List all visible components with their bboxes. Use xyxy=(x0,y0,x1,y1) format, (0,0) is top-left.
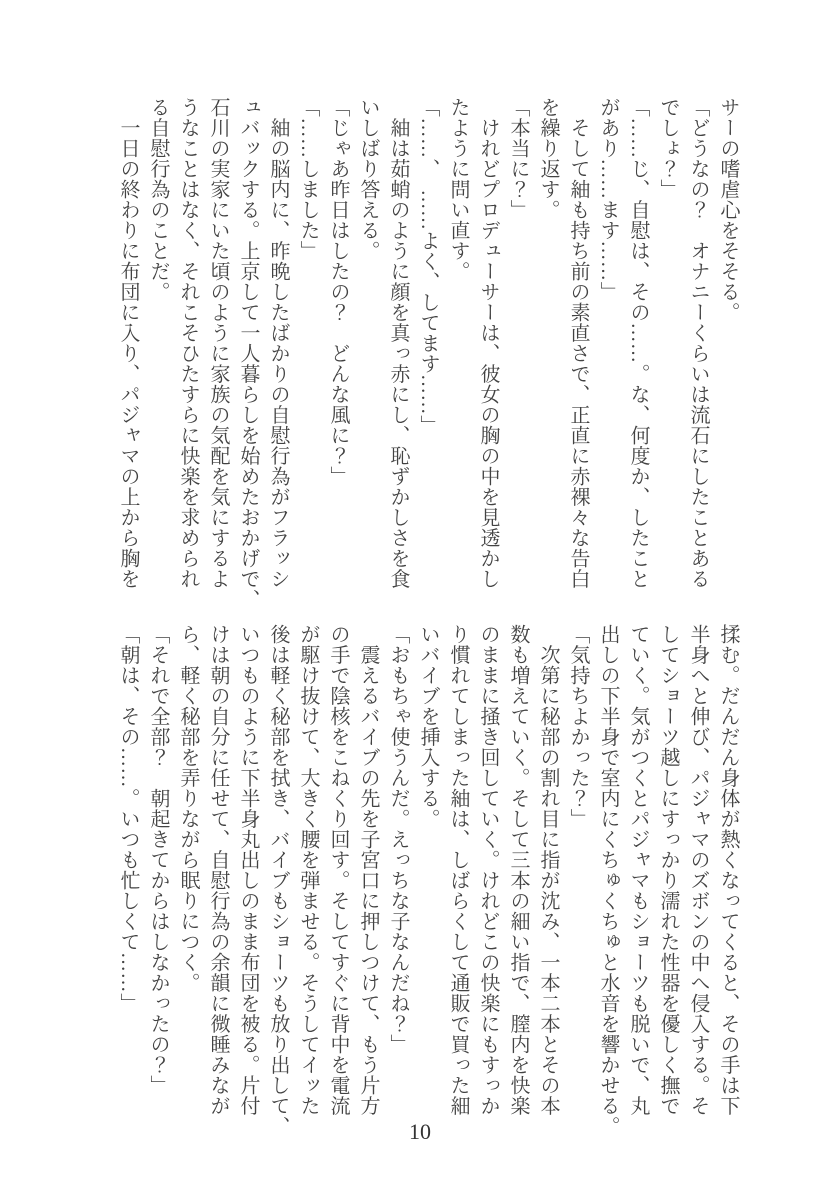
text-block-top xyxy=(113,97,743,610)
text-column: 「本当に？」 xyxy=(507,97,529,220)
text-column: り慣れてしまった紬は、しばらくして通販で買った細 xyxy=(447,624,469,1116)
text-column: いしばり答える。 xyxy=(357,97,379,261)
text-column: 石川の実家にいた頃のように家族の気配を気にするよ xyxy=(207,97,229,589)
text-column: ら、軽く秘部を弄りながら眠りにつく。 xyxy=(177,624,199,993)
text-column: を繰り返す。 xyxy=(537,97,559,220)
text-column: 紬の脳内に、昨晩したばかりの自慰行為がフラッシ xyxy=(267,97,289,589)
text-column: いバイブを挿入する。 xyxy=(417,624,439,829)
text-column: 出しの下半身で室内にくちゅくちゅと水音を響かせる。 xyxy=(597,624,619,1137)
text-column: 一日の終わりに布団に入り、パジャマの上から胸を xyxy=(117,97,139,589)
text-column: してショーツ越しにすっかり濡れた性器を優しく撫で xyxy=(657,624,679,1116)
text-column: 「どうなの？ オナニーくらいは流石にしたことある xyxy=(687,97,709,589)
text-column: 「じゃあ昨日はしたの？ どんな風に？」 xyxy=(327,97,349,487)
text-column: けは朝の自分に任せて、自慰行為の余韻に微睡みなが xyxy=(207,624,229,1116)
text-column: 紬は茹蛸のように顔を真っ赤にし、恥ずかしさを食 xyxy=(387,97,409,589)
text-column: 半身へと伸び、パジャマのズボンの中へ侵入する。そ xyxy=(687,624,709,1116)
text-column: のままに掻き回していく。けれどこの快楽にもすっか xyxy=(477,624,499,1116)
text-column: 「気持ちよかった？」 xyxy=(567,624,589,829)
text-column: ュバックする。上京して一人暮らしを始めたおかげで、 xyxy=(237,97,259,610)
text-column: 後は軽く秘部を拭き、バイブもショーツも放り出して、 xyxy=(267,624,289,1137)
text-column: サーの嗜虐心をそそる。 xyxy=(717,97,739,323)
text-column: る自慰行為のことだ。 xyxy=(147,97,169,302)
text-column: 震えるバイブの先を子宮口に押しつけて、もう片方 xyxy=(357,624,379,1116)
text-column: けれどプロデューサーは、彼女の胸の中を見透かし xyxy=(477,97,499,589)
text-column: うなことはなく、それこそひたすらに快楽を求められ xyxy=(177,97,199,589)
page-number: 10 xyxy=(409,1119,431,1144)
text-column: 揉む。だんだん身体が熱くなってくると、その手は下 xyxy=(717,624,739,1116)
text-column: いつものように下半身丸出しのまま布団を被る。片付 xyxy=(237,624,259,1116)
text-column: 数も増えていく。そして三本の細い指で、膣内を快楽 xyxy=(507,624,529,1116)
text-column: 「朝は、その……。いつも忙しくて……」 xyxy=(117,624,139,1014)
text-column: たように問い直す。 xyxy=(447,97,469,282)
text-column: 次第に秘部の割れ目に指が沈み、一本二本とその本 xyxy=(537,624,559,1116)
text-column: ていく。気がつくとパジャマもショーツも脱いで、丸 xyxy=(627,624,649,1116)
text-column: の手で陰核をこねくり回す。そしてすぐに背中を電流 xyxy=(327,624,349,1116)
text-column: 「……じ、自慰は、その……。な、何度か、したこと xyxy=(627,97,649,589)
text-column: そして紬も持ち前の素直さで、正直に赤裸々な告白 xyxy=(567,97,589,589)
text-column: 「おもちゃ使うんだ。えっちな子なんだね？」 xyxy=(387,624,409,1055)
text-column: 「……しました」 xyxy=(297,97,319,261)
text-column: が駆け抜けて、大きく腰を弾ませる。そうしてイッた xyxy=(297,624,319,1116)
text-column: があり……ます……」 xyxy=(597,97,619,302)
text-column: 「……、 ……よく、してます……」 xyxy=(417,97,439,436)
text-column: 「それで全部？ 朝起きてからはしなかったの？」 xyxy=(147,624,169,1096)
text-column: でしょ？」 xyxy=(657,97,679,200)
